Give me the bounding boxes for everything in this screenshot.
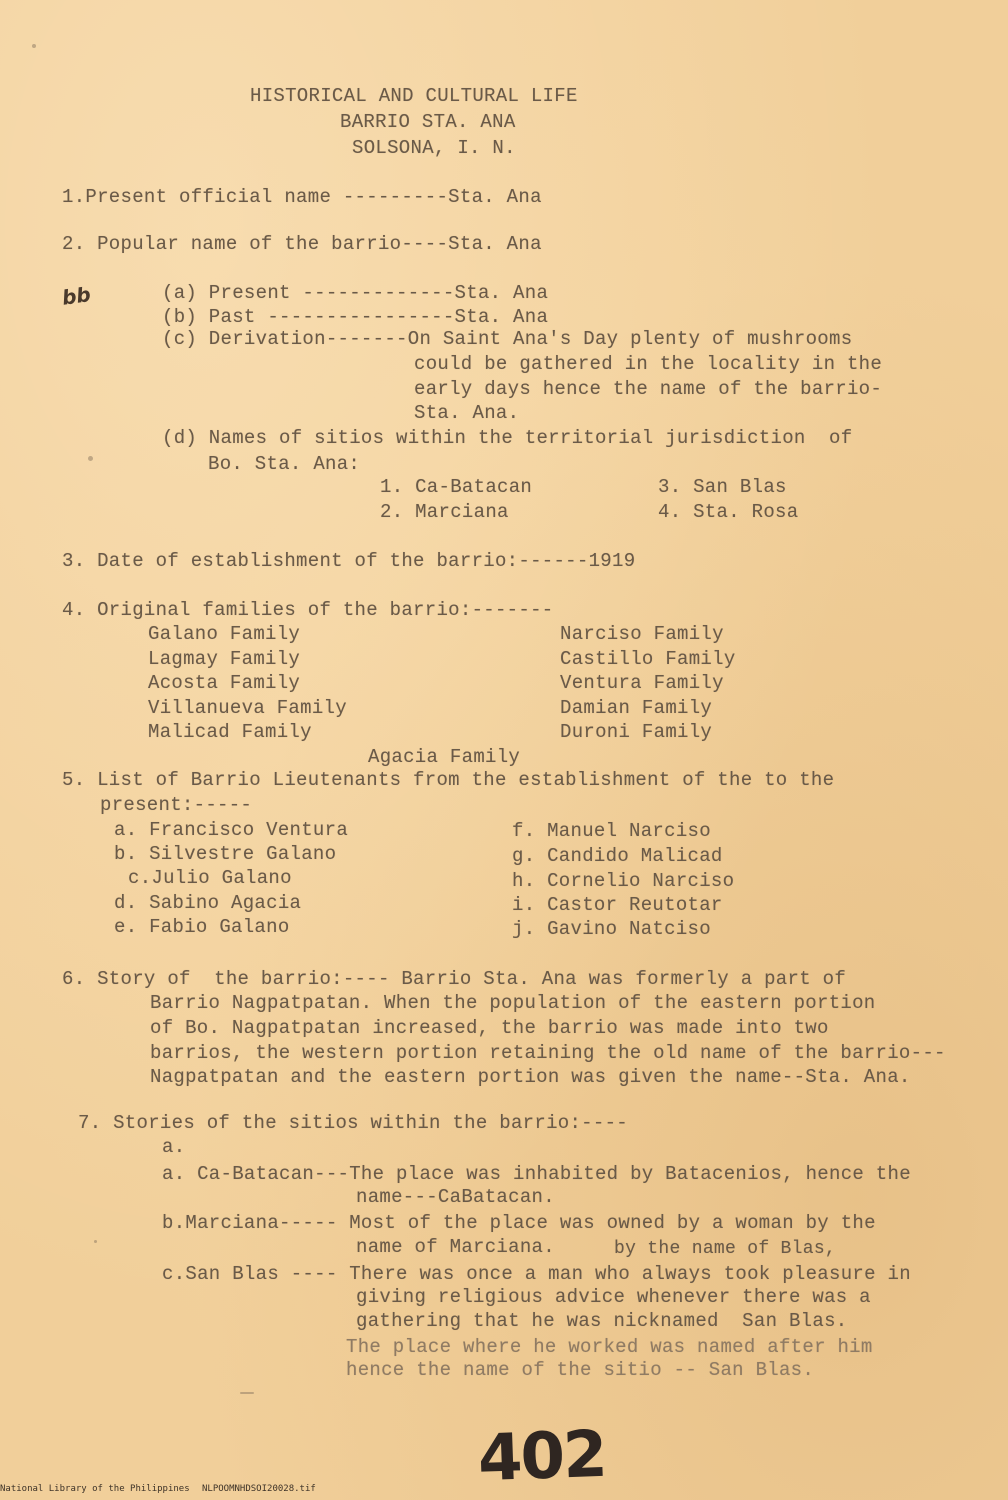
- paper-speck: [240, 1392, 254, 1394]
- lieutenant-list-item: e. Fabio Galano: [114, 916, 290, 938]
- family-list-item: Ventura Family: [560, 672, 724, 694]
- margin-pencil-note: bb: [60, 282, 93, 310]
- family-list-item: Villanueva Family: [148, 697, 347, 719]
- sitio-list-item: 4. Sta. Rosa: [658, 501, 799, 523]
- header-barrio: BARRIO STA. ANA: [340, 111, 516, 133]
- family-list-item: Narciso Family: [560, 623, 724, 645]
- paper-speck: [94, 1240, 97, 1243]
- item4-families-title: 4. Original families of the barrio:-------: [62, 599, 554, 621]
- item2-derivation: (c) Derivation-------On Saint Ana's Day plenty of mushrooms: [162, 328, 853, 350]
- item7-sitio-c-2: giving religious advice whenever there was a: [356, 1286, 871, 1308]
- item2-present: (a) Present -------------Sta. Ana: [162, 282, 549, 304]
- item2-derivation-2: could be gathered in the locality in the: [414, 353, 883, 375]
- paper-speck: [88, 456, 93, 461]
- lieutenant-list-item: j. Gavino Natciso: [512, 918, 711, 940]
- item7-sitio-b-2: name of Marciana.: [356, 1236, 555, 1258]
- lieutenant-list-item: d. Sabino Agacia: [114, 892, 302, 914]
- lieutenant-list-item: c.Julio Galano: [128, 867, 292, 889]
- item7-sitio-b: b.Marciana----- Most of the place was owned by a woman by the: [162, 1212, 876, 1234]
- family-list-item: Duroni Family: [560, 721, 713, 743]
- footer-source: National Library of the Philippines: [0, 1484, 190, 1494]
- item2-derivation-3: early days hence the name of the barrio-: [414, 378, 883, 400]
- item6-story-line: Barrio Nagpatpatan. When the population of the eastern portion: [150, 992, 876, 1014]
- item2-derivation-4: Sta. Ana.: [414, 402, 520, 424]
- family-list-item: Galano Family: [148, 623, 301, 645]
- item2-popular-name: 2. Popular name of the barrio----Sta. Ana: [62, 233, 542, 255]
- item7-sitio-a-2: name---CaBatacan.: [356, 1186, 555, 1208]
- footer-filename: NLPOOMNHDSOI20028.tif: [202, 1484, 316, 1494]
- item2-sitios-heading: (d) Names of sitios within the territorial jurisdiction of: [162, 427, 853, 449]
- item7-sitio-a-label: a.: [162, 1136, 186, 1158]
- lieutenant-list-item: i. Castor Reutotar: [512, 894, 723, 916]
- lieutenant-list-item: b. Silvestre Galano: [114, 843, 337, 865]
- family-list-item: Castillo Family: [560, 648, 736, 670]
- sitio-list-item: 2. Marciana: [380, 501, 509, 523]
- sitio-list-item: 1. Ca-Batacan: [380, 476, 533, 498]
- item7-sitios-title: 7. Stories of the sitios within the barrio:----: [78, 1112, 628, 1134]
- lieutenant-list-item: h. Cornelio Narciso: [512, 870, 735, 892]
- item7-sitio-c-3: gathering that he was nicknamed San Blas.: [356, 1310, 848, 1332]
- lieutenant-list-item: g. Candido Malicad: [512, 845, 723, 867]
- item1-official-name: 1.Present official name ---------Sta. Ana: [62, 186, 542, 208]
- item6-story-line: Nagpatpatan and the eastern portion was given the name--Sta. Ana.: [150, 1066, 911, 1088]
- item7-sitio-a: a. Ca-Batacan---The place was inhabited by Batacenios, hence the: [162, 1163, 911, 1185]
- item7-sitio-c-4: The place where he worked was named after him: [346, 1336, 873, 1358]
- family-list-item: Acosta Family: [148, 672, 301, 694]
- item6-story-line: barrios, the western portion retaining the old name of the barrio---: [150, 1042, 946, 1064]
- sitio-list-item: 3. San Blas: [658, 476, 787, 498]
- item7-sitio-c: c.San Blas ---- There was once a man who always took pleasure in: [162, 1263, 911, 1285]
- paper-speck: [32, 44, 36, 48]
- family-list-item: Malicad Family: [148, 721, 312, 743]
- item3-date-established: 3. Date of establishment of the barrio:------1919: [62, 550, 636, 572]
- item6-story-line: of Bo. Nagpatpatan increased, the barrio was made into two: [150, 1017, 829, 1039]
- item5-lieutenants-title: 5. List of Barrio Lieutenants from the establishment of the to the: [62, 769, 835, 791]
- item7-sitio-c-5: hence the name of the sitio -- San Blas.: [346, 1359, 815, 1381]
- item2-sitios-heading-2: Bo. Sta. Ana:: [208, 453, 361, 475]
- lieutenant-list-item: f. Manuel Narciso: [512, 820, 711, 842]
- item5-lieutenants-title-2: present:-----: [100, 794, 253, 816]
- family-list-item: Damian Family: [560, 697, 713, 719]
- header-title: HISTORICAL AND CULTURAL LIFE: [250, 85, 578, 107]
- lieutenant-list-item: a. Francisco Ventura: [114, 819, 349, 841]
- item7-sitio-b-insert: by the name of Blas,: [614, 1239, 837, 1259]
- family-list-item: Lagmay Family: [148, 648, 301, 670]
- family-list-item: Agacia Family: [368, 746, 521, 768]
- item6-story-line: 6. Story of the barrio:---- Barrio Sta. Ana was formerly a part of: [62, 968, 847, 990]
- page-number: 402: [476, 1417, 607, 1497]
- item2-past: (b) Past ----------------Sta. Ana: [162, 306, 549, 328]
- header-location: SOLSONA, I. N.: [352, 137, 516, 159]
